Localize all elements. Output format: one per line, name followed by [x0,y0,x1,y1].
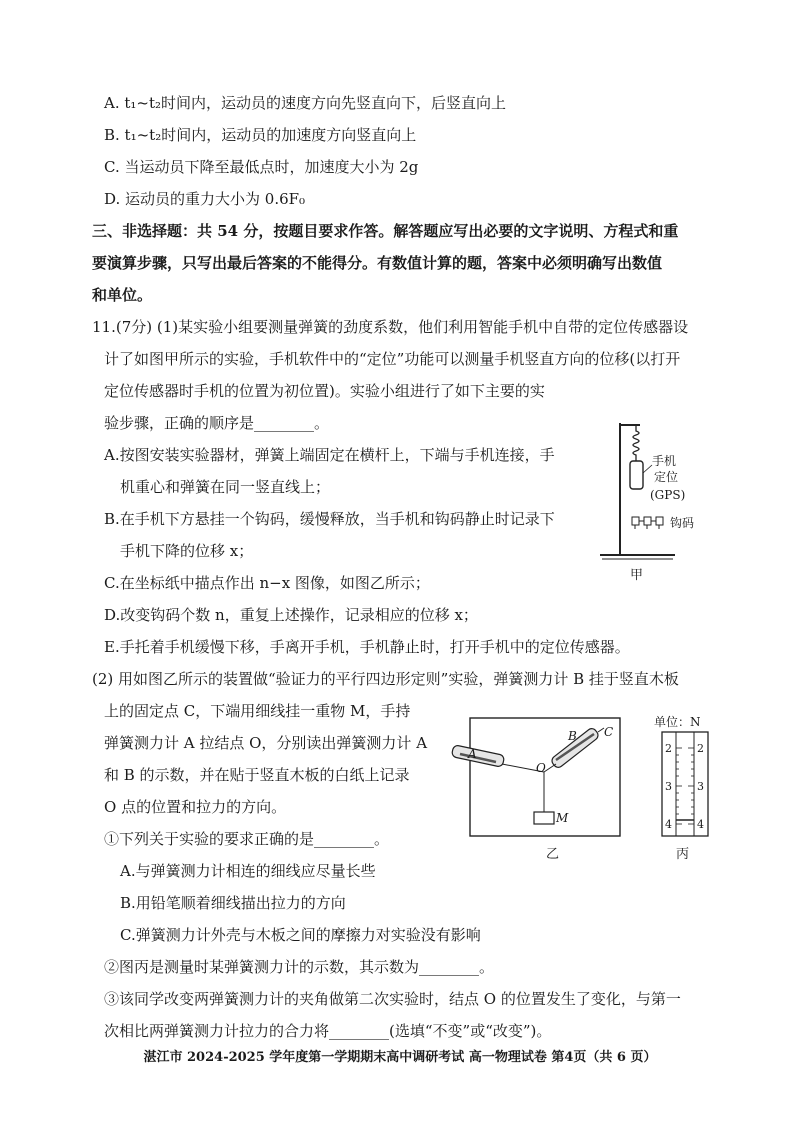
sub-question-2: ②图丙是测量时某弹簧测力计的示数，其示数为________。 [104,958,495,976]
label-m: M [556,811,569,825]
page-footer: 湛江市 2024-2025 学年度第一学期期末高中调研考试 高一物理试卷 第4页（共 6 页） [143,1050,657,1065]
label-c: C [604,725,614,739]
label-a: A [468,747,477,761]
tick-left-3: 3 [665,780,672,793]
option-a-prev: A. t₁~t₂时间内，运动员的速度方向先竖直向下，后竖直向上 [104,94,507,112]
sub1-option-a: A.与弹簧测力计相连的细线应尽量长些 [120,862,376,880]
hook-weights-icon [632,517,663,529]
figure-bing [652,712,718,864]
step-e: E.手托着手机缓慢下移，手离开手机，手机静止时，打开手机中的定位传感器。 [104,638,630,656]
figure-bing-caption: 丙 [676,847,690,862]
option-c-prev: C. 当运动员下降至最低点时，加速度大小为 2g [104,158,419,176]
section3-heading-line3: 和单位。 [92,286,153,304]
spring-scale-a-icon [451,745,504,768]
spring-icon [633,425,639,461]
option-d-prev: D. 运动员的重力大小为 0.6F₀ [104,190,306,208]
phone-label-3: (GPS) [650,488,686,502]
step-d: D.改变钩码个数 n，重复上述操作，记录相应的位移 x； [104,606,478,624]
tick-right-2: 2 [697,742,704,755]
tick-left-2: 2 [665,742,672,755]
q11-line3: 定位传感器时手机的位置为初位置)。实验小组进行了如下主要的实 [104,382,545,400]
tick-left-4: 4 [665,818,672,831]
figure-yi-caption: 乙 [546,847,560,862]
tick-right-4: 4 [697,818,704,831]
step-a-line2: 机重心和弹簧在同一竖直线上； [120,478,331,496]
phone-label-pointer [643,465,652,473]
phone-label-1: 手机 [652,454,677,468]
q11-line2: 计了如图甲所示的实验，手机软件中的“定位”功能可以测量手机竖直方向的位移(以打开 [104,350,681,368]
step-b-line1: B.在手机下方悬挂一个钩码，缓慢释放，当手机和钩码静止时记录下 [104,510,555,528]
section3-heading-line1: 三、非选择题：共 54 分，按题目要求作答。解答题应写出必要的文字说明、方程式和重 [92,222,679,240]
sub1-option-b: B.用铅笔顺着细线描出拉力的方向 [120,894,346,912]
figure-jia [590,415,720,585]
part2-line1: (2) 用如图乙所示的装置做“验证力的平行四边形定则”实验，弹簧测力计 B 挂于竖直木板 [92,670,679,688]
sub-question-3-line2: 次相比两弹簧测力计拉力的合力将________(选填“不变”或“改变”)。 [104,1022,552,1040]
q11-line4: 验步骤，正确的顺序是________。 [104,414,330,432]
label-b: B [568,729,577,743]
unit-label: 单位：N [654,715,701,729]
step-b-line2: 手机下降的位移 x； [120,542,254,560]
sub-question-1: ①下列关于实验的要求正确的是________。 [104,830,390,848]
q11-line1: 11.(7分) (1)某实验小组要测量弹簧的劲度系数，他们利用智能手机中自带的定位传感器设 [92,318,689,336]
sub1-option-c: C.弹簧测力计外壳与木板之间的摩擦力对实验没有影响 [120,926,481,944]
tick-right-3: 3 [697,780,704,793]
part2-line5: O 点的位置和拉力的方向。 [104,798,287,816]
phone-icon [630,461,643,489]
part2-line4: 和 B 的示数，并在贴于竖直木板的白纸上记录 [104,766,410,784]
figure-yi [448,712,628,864]
option-b-prev: B. t₁~t₂时间内，运动员的加速度方向竖直向上 [104,126,417,144]
weights-label: 钩码 [670,516,695,530]
part2-line2: 上的固定点 C，下端用细线挂一重物 M，手持 [104,702,411,720]
sub-question-3-line1: ③该同学改变两弹簧测力计的夹角做第二次实验时，结点 O 的位置发生了变化，与第一 [104,990,681,1008]
label-o: O [536,761,546,775]
figure-jia-caption: 甲 [630,568,644,583]
section3-heading-line2: 要演算步骤，只写出最后答案的不能得分。有数值计算的题，答案中必须明确写出数值 [92,254,663,272]
step-a-line1: A.按图安装实验器材，弹簧上端固定在横杆上，下端与手机连接，手 [104,446,555,464]
part2-line3: 弹簧测力计 A 拉结点 O，分别读出弹簧测力计 A [104,734,428,752]
phone-label-2: 定位 [654,470,679,484]
weight-m-icon [534,812,554,824]
step-c: C.在坐标纸中描点作出 n−x 图像，如图乙所示； [104,574,430,592]
